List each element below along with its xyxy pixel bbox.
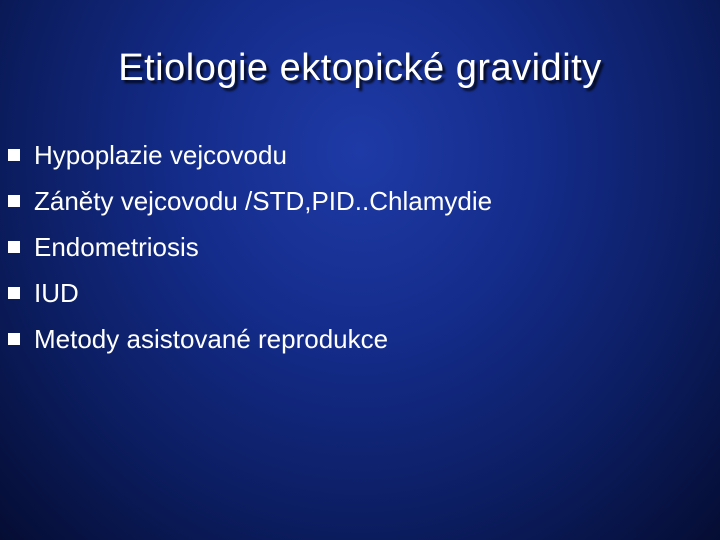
list-item <box>8 224 492 270</box>
list-item <box>8 316 492 362</box>
bullet-text: Hypoplazie vejcovodu <box>34 140 287 170</box>
list-item <box>8 178 492 224</box>
list-item <box>8 270 492 316</box>
bullet-text: Endometriosis <box>34 232 199 262</box>
slide-title: Etiologie ektopické gravidity <box>118 47 602 89</box>
bullet-list <box>8 132 492 362</box>
square-bullet-icon <box>8 149 20 161</box>
list-item <box>8 132 492 178</box>
square-bullet-icon <box>8 333 20 345</box>
square-bullet-icon <box>8 241 20 253</box>
bullet-text: Záněty vejcovodu /STD,PID..Chlamydie <box>34 186 493 216</box>
square-bullet-icon <box>8 195 20 207</box>
square-bullet-icon <box>8 287 20 299</box>
bullet-text: Metody asistované reprodukce <box>34 324 389 354</box>
bullet-text: IUD <box>34 278 79 308</box>
